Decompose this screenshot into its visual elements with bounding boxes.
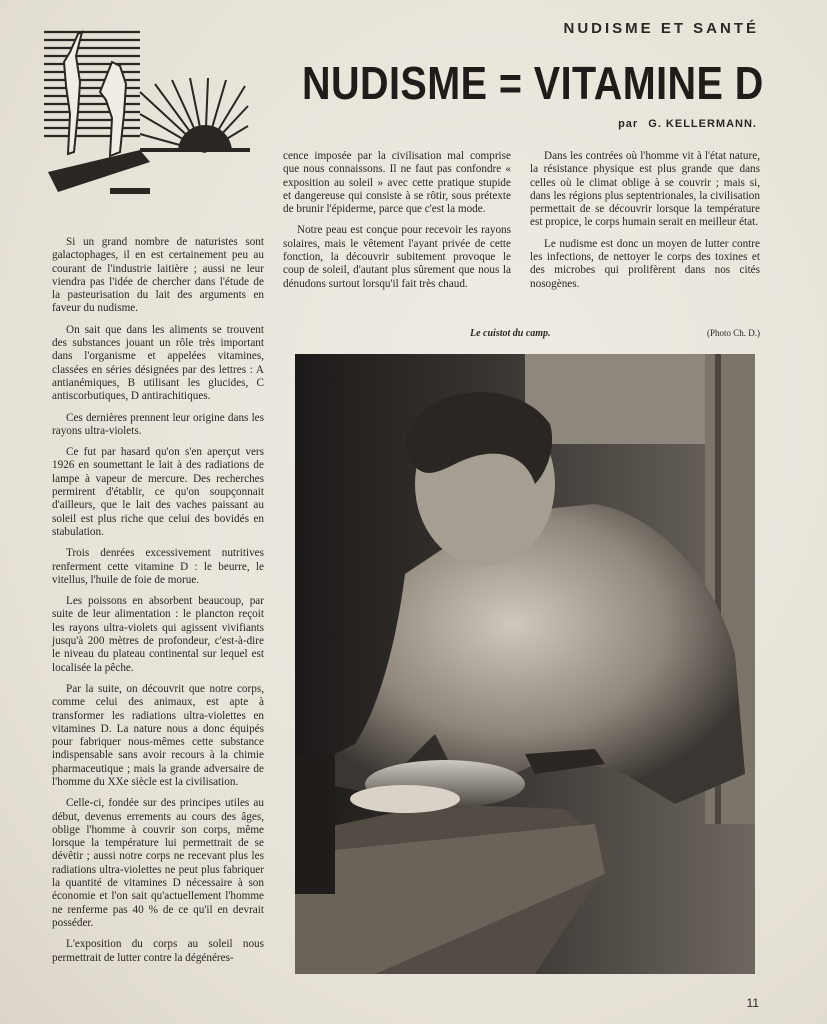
paragraph: Le nudisme est donc un moyen de lutter contre les infections, de nettoyer le corps des toxines et des microbes qui prolifèrent dans nos cités nosogènes. [530,237,760,290]
photo-credit: (Photo Ch. D.) [706,328,760,338]
article-title: NUDISME = VITAMINE D [302,57,764,109]
paragraph: L'exposition du corps au soleil nous permettrait de lutter contre la dégénéres- [52,938,264,964]
paragraph: Dans les contrées où l'homme vit à l'état nature, la résistance physique est plus grande que dans celles où le climat oblige à se couvrir ; mais si, dans les régions plus septentrionales, la civilisation permettait de se découvrir lorsque la température est propice, le corps humain serait en meilleur état. [530,150,760,229]
paragraph: Notre peau est conçue pour recevoir les rayons solaires, mais le vêtement l'ayant privée de cette fonction, la découvrir subitement provoque le coup de soleil, d'autant plus sûrement que nous la dénudons surtout lorsqu'il fait très chaud. [283,224,511,290]
column-right [530,150,760,299]
byline-prefix: par [618,118,639,130]
paragraph: Celle-ci, fondée sur des principes utiles au début, devenus errements au cours des âges, oblige l'homme à couvrir son corps, même lorsque la température lui permettrait de se dévêtir ; aussi notre corps ne recevant plus les radiations ultra-violettes ne peut plus fabriquer la quantité de vitamines D nécessaire à son économie et l'on sait qu'actuellement l'homme ne renferme pas 40 % de ce qu'il en devrait posséder. [52,797,264,929]
camp-cook-photo [295,354,755,974]
paragraph: Les poissons en absorbent beaucoup, par suite de leur alimentation : le plancton reçoit les rayons ultra-violets qui agissent vivifiants jusqu'à 200 mètres de profondeur, c'est-à-dire le niveau du plateau continental sur lequel est localisée la pêche. [52,595,264,674]
page-number: 11 [746,996,759,1010]
paragraph: Ces dernières prennent leur origine dans les rayons ultra-violets. [52,411,264,437]
paragraph: Trois denrées excessivement nutritives renferment cette vitamine D : le beurre, le vitellus, l'huile de foie de morue. [52,547,264,586]
paragraph: cence imposée par la civilisation mal comprise que nous connaissons. Il ne faut pas confondre « exposition au soleil » avec cette pratique stupide et dangereuse qui consiste à se rôtir, sous prétexte de brunir l'épiderme, parce que c'est la mode. [283,150,511,216]
author-name: G. KELLERMANN. [648,118,757,130]
paragraph: Si un grand nombre de naturistes sont galactophages, il en est certainement peu au courant de l'industrie laitière ; aussi ne leur viendra pas l'idée de chercher dans l'étude de la pasteurisation du lait des arguments en faveur du nudisme. [52,236,264,315]
photo-caption [470,328,760,339]
caption-title: Le cuistot du camp. [470,328,551,339]
paragraph: On sait que dans les aliments se trouvent des substances jouant un rôle très important dans l'organisme et appelées vitamines, classées en séries désignées par des lettres : A antianémiques, B utilisant les glucides, C antiscorbutiques, D antirachitiques. [52,323,264,403]
column-left [52,236,264,973]
column-middle [283,150,511,299]
paragraph: Ce fut par hasard qu'on s'en aperçut vers 1926 en soumettant le lait à des radiations de lampe à vapeur de mercure. Des recherches permirent d'établir, ce qu'on soupçonnait d'ailleurs, que le lait des vaches paissant au soleil est plus riche que celui des bovidés en stabulation. [52,446,264,538]
paragraph: Par la suite, on découvrit que notre corps, comme celui des animaux, est apte à transformer les radiations ultra-violettes en vitamines D. La nature nous a donc équipés pour fabriquer nous-mêmes cette substance indispensable sans avoir recours à la chimie pharmaceutique ; mais la grande adversaire de l'homme du XXe siècle est la civilisation. [52,682,264,788]
byline [618,118,757,130]
section-label: NUDISME ET SANTÉ [563,20,759,37]
sunrise-athletes-logo [40,22,250,204]
